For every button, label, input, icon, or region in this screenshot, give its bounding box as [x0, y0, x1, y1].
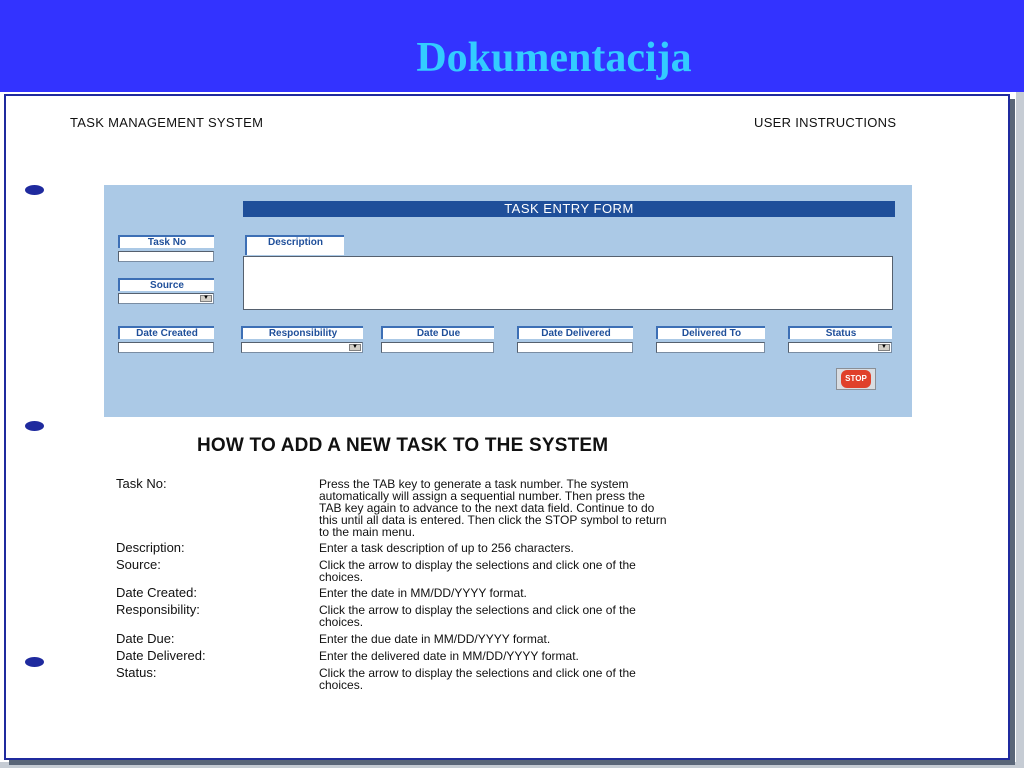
instruction-text: Enter the due date in MM/DD/YYYY format.	[319, 632, 551, 646]
stop-sign-icon: STOP	[841, 370, 871, 388]
instruction-term: Responsibility:	[116, 602, 200, 617]
instruction-term: Date Due:	[116, 631, 175, 646]
instruction-text: Press the TAB key to generate a task number. The system automatically will assign a sequential number. Then press the TAB key again to advance to the next data field. Continue to do this until all data is entered. Then click the STOP symbol to return to the main menu.	[319, 477, 667, 539]
date-created-input[interactable]	[118, 342, 214, 353]
description-label: Description	[245, 235, 344, 255]
bottom-frame-strip	[0, 762, 1024, 768]
instruction-term: Date Created:	[116, 585, 197, 600]
date-due-input[interactable]	[381, 342, 494, 353]
instruction-text: Enter the date in MM/DD/YYYY format.	[319, 586, 527, 600]
delivered-to-label: Delivered To	[656, 326, 765, 339]
chevron-down-icon[interactable]: ▼	[200, 295, 212, 302]
chevron-down-icon[interactable]: ▼	[878, 344, 890, 351]
binder-hole-icon	[25, 657, 44, 667]
binder-hole-icon	[25, 421, 44, 431]
instruction-term: Task No:	[116, 476, 167, 491]
slide-title: Dokumentacija	[416, 35, 692, 81]
stop-button[interactable]	[836, 368, 876, 390]
date-delivered-input[interactable]	[517, 342, 633, 353]
responsibility-select[interactable]	[241, 342, 363, 353]
task-no-input[interactable]	[118, 251, 214, 262]
right-frame-strip	[1016, 92, 1024, 768]
chevron-down-icon[interactable]: ▼	[349, 344, 361, 351]
instruction-term: Status:	[116, 665, 157, 680]
instruction-text: Click the arrow to display the selections and click one of the choices.	[319, 558, 636, 584]
instruction-term: Source:	[116, 557, 161, 572]
document-header-right: USER INSTRUCTIONS	[754, 115, 897, 130]
status-label: Status	[788, 326, 892, 339]
task-no-label: Task No	[118, 235, 214, 248]
description-textarea[interactable]	[243, 256, 893, 310]
instruction-text: Enter a task description of up to 256 characters.	[319, 541, 574, 555]
source-label: Source	[118, 278, 214, 291]
instruction-text: Enter the delivered date in MM/DD/YYYY format.	[319, 649, 579, 663]
instruction-text: Click the arrow to display the selections and click one of the choices.	[319, 666, 636, 692]
date-delivered-label: Date Delivered	[517, 326, 633, 339]
date-due-label: Date Due	[381, 326, 494, 339]
instruction-term: Date Delivered:	[116, 648, 206, 663]
instruction-text: Click the arrow to display the selections and click one of the choices.	[319, 603, 636, 629]
instruction-term: Description:	[116, 540, 185, 555]
document-header-left: TASK MANAGEMENT SYSTEM	[70, 115, 264, 130]
binder-hole-icon	[25, 185, 44, 195]
instructions-heading: HOW TO ADD A NEW TASK TO THE SYSTEM	[197, 435, 609, 456]
task-entry-form-title: TASK ENTRY FORM	[243, 201, 895, 217]
delivered-to-input[interactable]	[656, 342, 765, 353]
responsibility-label: Responsibility	[241, 326, 363, 339]
status-select[interactable]	[788, 342, 892, 353]
source-select[interactable]	[118, 293, 214, 304]
date-created-label: Date Created	[118, 326, 214, 339]
